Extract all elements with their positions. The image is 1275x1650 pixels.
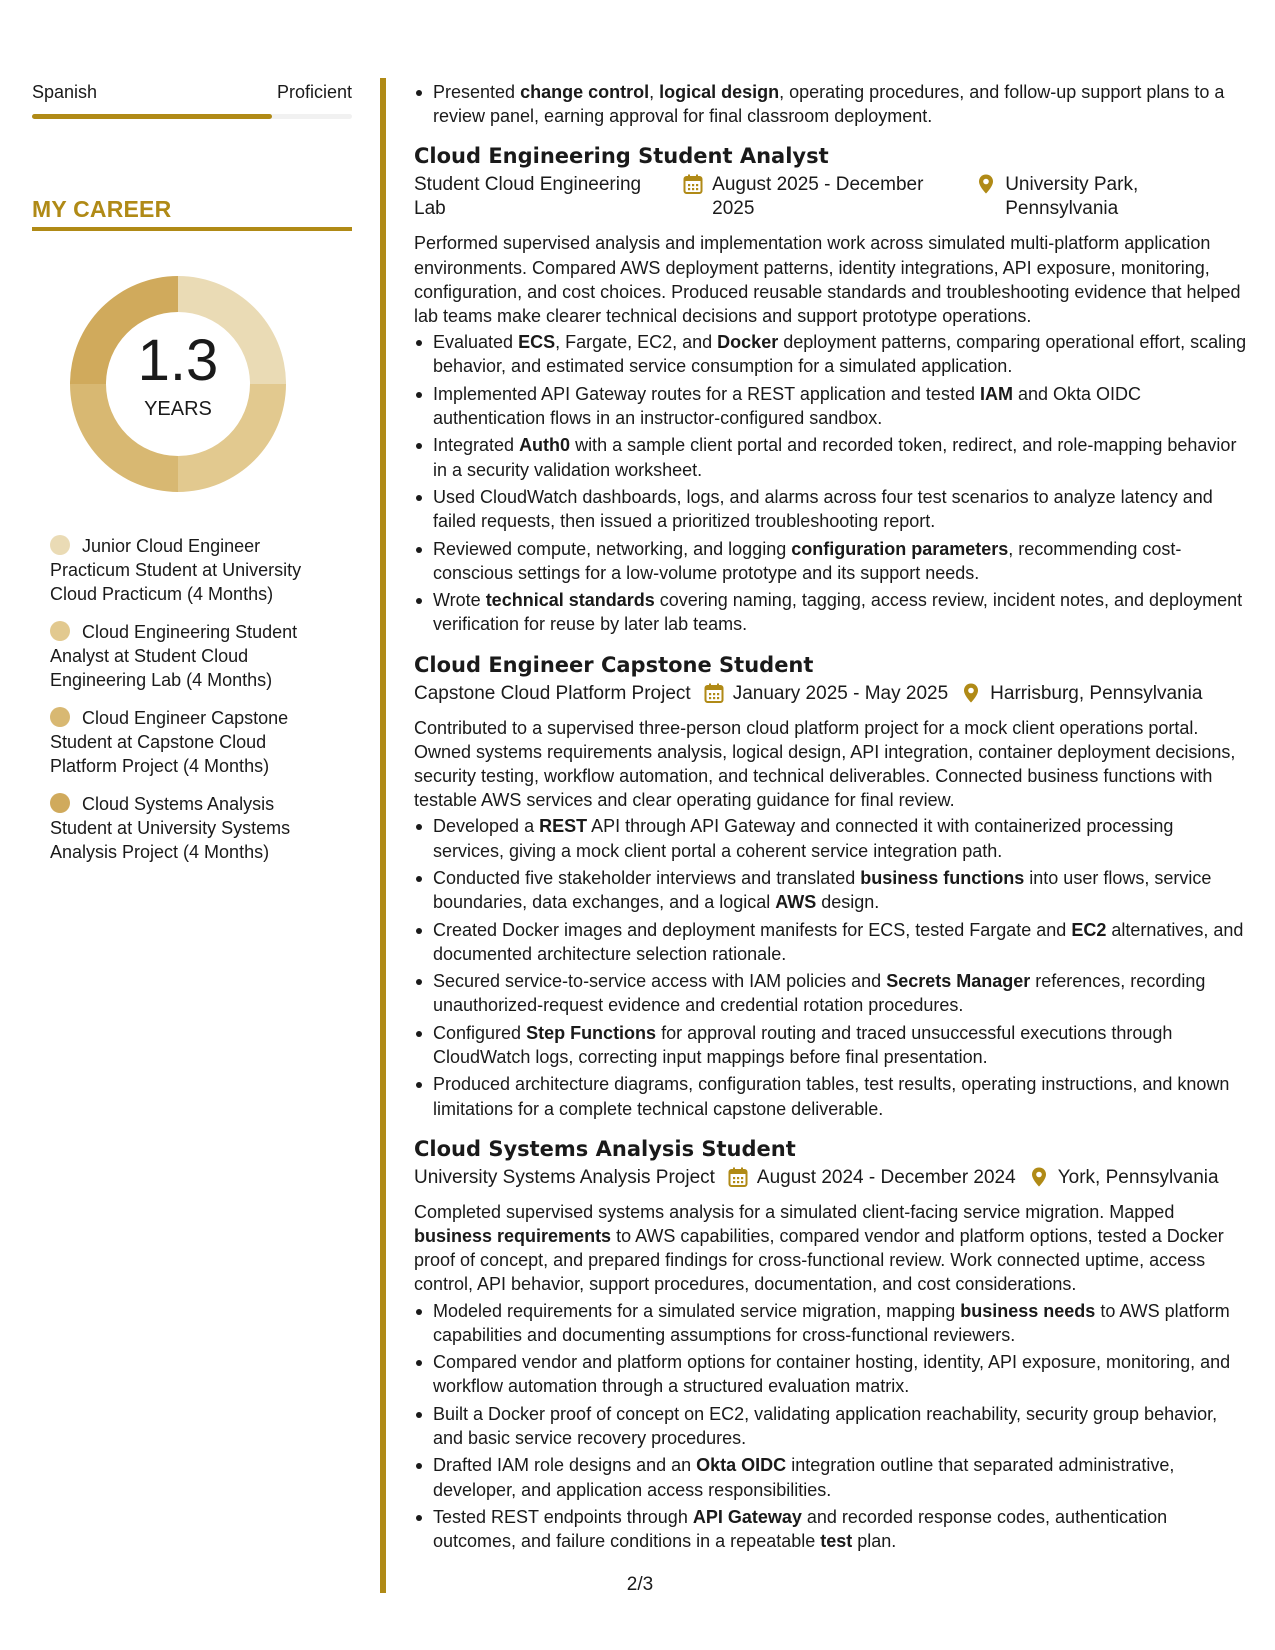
role-summary: Performed supervised analysis and implementation work across simulated multi-platform application environments. Compared AWS deployment patterns, identity integrations, API exposure, monitoring, configuration, and cost choices. Produced reusable standards and troubleshooting evidence that helped lab teams make clearer technical decisions and support prototype operations. <box>414 233 1241 327</box>
role-location: York, Pennsylvania <box>1057 1166 1219 1188</box>
role-dates: January 2025 - May 2025 <box>732 682 949 704</box>
role-bullets <box>414 330 1249 636</box>
list-item: Used CloudWatch dashboards, logs, and alarms across four test scenarios to analyze latency and failed requests, then issued a prioritized troubleshooting report. <box>414 485 1249 533</box>
role-dates: August 2024 - December 2024 <box>756 1166 1016 1188</box>
language-row <box>32 82 352 103</box>
career-item <box>50 534 330 606</box>
career-item-label: Cloud Systems Analysis Student at University Systems Analysis Project (4 Months) <box>50 794 291 862</box>
calendar-icon <box>682 173 704 195</box>
career-dot-icon <box>50 621 70 641</box>
list-item: Modeled requirements for a simulated service migration, mapping business needs to AWS platform capabilities and documenting assumptions for cross-functional reviewers. <box>414 1299 1249 1347</box>
roles <box>414 141 1249 1553</box>
role-title: Cloud Systems Analysis Student <box>414 1136 796 1161</box>
location-pin-icon <box>960 682 982 704</box>
role-summary: Contributed to a supervised three-person cloud platform project for a mock client operations portal. Owned systems requirements analysis, logical design, API integration, container deployment decisions, security testing, workflow automation, and technical deliverables. Connected business functions with testable AWS services and clear operating guidance for final review. <box>414 717 1236 811</box>
role-location: University Park, Pennsylvania <box>1005 174 1139 220</box>
list-item: Reviewed compute, networking, and logging configuration parameters, recommending cost-conscious settings for a low-volume prototype and its support needs. <box>414 537 1249 585</box>
career-dot-icon <box>50 793 70 813</box>
role-entry <box>414 1134 1249 1554</box>
list-item: Wrote technical standards covering naming, tagging, access review, incident notes, and deployment verification for reuse by later lab teams. <box>414 588 1249 636</box>
list-item: Created Docker images and deployment manifests for ECS, tested Fargate and EC2 alternatives, and documented architecture selection rationale. <box>414 918 1249 966</box>
role-location: Harrisburg, Pennsylvania <box>990 682 1203 704</box>
donut-unit: YEARS <box>144 398 212 420</box>
language-proficiency-bar <box>32 114 352 119</box>
role-bullets <box>414 1299 1249 1554</box>
role-meta <box>414 173 1249 221</box>
calendar-icon <box>703 682 725 704</box>
role-entry <box>414 650 1249 1121</box>
column-divider <box>380 78 386 1593</box>
language-proficiency-fill <box>32 114 272 119</box>
list-item: Integrated Auth0 with a sample client portal and recorded token, redirect, and role-mapping behavior in a security validation worksheet. <box>414 433 1249 481</box>
list-item: Built a Docker proof of concept on EC2, validating application reachability, security group behavior, and basic service recovery procedures. <box>414 1402 1249 1450</box>
role-organization: University Systems Analysis Project <box>414 1166 715 1188</box>
career-heading-rule <box>32 227 352 231</box>
language-level: Proficient <box>276 82 352 102</box>
career-dot-icon <box>50 707 70 727</box>
career-item <box>50 706 330 778</box>
role-meta <box>414 1166 1249 1190</box>
role-title: Cloud Engineering Student Analyst <box>414 144 829 169</box>
location-pin-icon <box>1028 1166 1050 1188</box>
career-item-label: Cloud Engineer Capstone Student at Capstone Cloud Platform Project (4 Months) <box>50 708 289 776</box>
list-item: Presented change control, logical design, operating procedures, and follow-up support plans to a review panel, earning approval for final classroom deployment. <box>414 80 1249 128</box>
experience-section <box>414 80 1249 1557</box>
list-item: Configured Step Functions for approval routing and traced unsuccessful executions through CloudWatch logs, correcting input mappings before final presentation. <box>414 1021 1249 1069</box>
career-item <box>50 792 330 864</box>
career-donut-chart <box>64 270 292 498</box>
career-list <box>50 534 330 878</box>
list-item: Tested REST endpoints through API Gateway and recorded response codes, authentication outcomes, and failure conditions in a repeatable test plan. <box>414 1505 1249 1553</box>
list-item: Developed a REST API through API Gateway and connected it with containerized processing services, giving a mock client portal a coherent service integration path. <box>414 814 1249 862</box>
role-meta <box>414 682 1249 706</box>
role-dates: August 2025 - December 2025 <box>712 174 924 220</box>
calendar-icon <box>727 1166 749 1188</box>
donut-value: 1.3 <box>137 328 219 393</box>
list-item: Drafted IAM role designs and an Okta OIDC integration outline that separated administrative, developer, and application access responsibilities. <box>414 1453 1249 1501</box>
career-item-label: Cloud Engineering Student Analyst at Student Cloud Engineering Lab (4 Months) <box>50 622 298 690</box>
career-item <box>50 620 330 692</box>
role-title: Cloud Engineer Capstone Student <box>414 652 814 677</box>
location-pin-icon <box>975 173 997 195</box>
list-item: Implemented API Gateway routes for a REST application and tested IAM and Okta OIDC authentication flows in an instructor-configured sandbox. <box>414 382 1249 430</box>
role-bullets <box>414 814 1249 1120</box>
list-item: Compared vendor and platform options for container hosting, identity, API exposure, monitoring, and workflow automation through a structured evaluation matrix. <box>414 1350 1249 1398</box>
role-entry <box>414 141 1249 636</box>
role-organization: Capstone Cloud Platform Project <box>414 682 691 704</box>
page-number: 2/3 <box>626 1574 654 1595</box>
role-organization: Student Cloud Engineering Lab <box>414 174 642 220</box>
intro-bullets <box>414 80 1249 128</box>
career-heading: MY CAREER <box>32 196 172 222</box>
list-item: Secured service-to-service access with IAM policies and Secrets Manager references, recording unauthorized-request evidence and credential rotation procedures. <box>414 969 1249 1017</box>
role-summary: Completed supervised systems analysis for a simulated client-facing service migration. Mapped business requirements to AWS capabilities, compared vendor and platform options, tested a Docker proof of concept, and prepared findings for cross-functional review. Work connected uptime, access control, API behavior, support procedures, documentation, and cost considerations. <box>414 1201 1224 1295</box>
list-item: Conducted five stakeholder interviews and translated business functions into user flows, service boundaries, data exchanges, and a logical AWS design. <box>414 866 1249 914</box>
language-name: Spanish <box>32 82 98 102</box>
list-item: Evaluated ECS, Fargate, EC2, and Docker deployment patterns, comparing operational effort, scaling behavior, and estimated service consumption for a simulated application. <box>414 330 1249 378</box>
career-dot-icon <box>50 535 70 555</box>
career-item-label: Junior Cloud Engineer Practicum Student at University Cloud Practicum (4 Months) <box>50 536 302 604</box>
list-item: Produced architecture diagrams, configuration tables, test results, operating instructions, and known limitations for a complete technical capstone deliverable. <box>414 1072 1249 1120</box>
